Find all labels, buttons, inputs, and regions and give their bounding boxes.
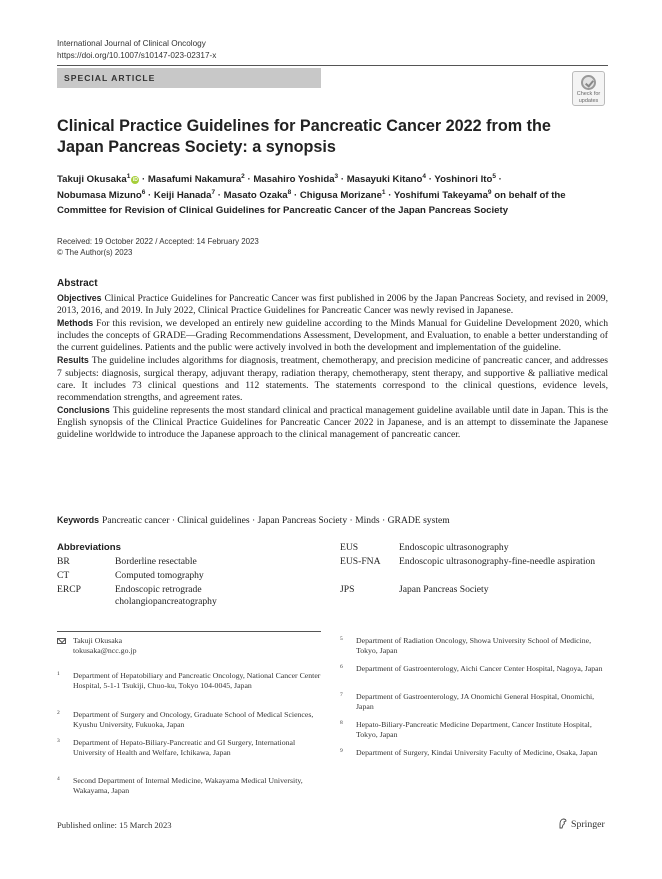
author[interactable]: Nobumasa Mizuno$^6$ [57,188,146,201]
article-type-banner [57,68,321,88]
abbreviation-row: ERCP Endoscopic retrograde cholangiopancreatography [57,584,217,608]
author[interactable]: Keiji Hanada$^7$ [153,188,216,201]
header-rule [57,65,608,66]
abstract-methods: Methods For this revision, we developed an entirely new guideline according to the Minds Manual for Guideline Development 2020, which includes the concepts of GRADE—Grading Recommendations Assessment, Development, and Evaluation, to enable a better understanding of the current guidelines. Patients and the public were actively involved in both the development and implementation of the guideline. [57,318,608,354]
affiliation: 9 Department of Surgery, Kindai University Faculty of Medicine, Osaka, Japan [340,748,598,757]
abstract-conclusions: Conclusions This guideline represents the most standard clinical and practical management guideline available until date in Japan. This is the English synopsis of the Clinical Practice Guidelines for Pancreatic Cancer 2022 in Japanese, and is an attempt to disseminate the Japanese guideline worldwide to introduce the Japanese approach to the clinical management of pancreatic cancer. [57,404,608,441]
abstract-body [57,292,608,441]
keywords-text: Pancreatic cancer · Clinical guidelines · Japan Pancreas Society · Minds · GRADE system [102,515,450,526]
abbreviations-heading: Abbreviations [57,542,121,553]
author[interactable]: Masafumi Nakamura$^2$ [147,172,245,185]
correspondence-name: Takuji Okusaka [73,636,123,645]
keywords [57,514,608,527]
author[interactable]: Masato Ozaka$^8$ [223,188,292,201]
abbreviation-row: CT Computed tomography [57,570,204,581]
abstract-results: Results The guideline includes algorithms for diagnosis, treatment, chemotherapy, and precision medicine of pancreatic cancer, and addresses 7 subjects: diagnosis, surgical therapy, adjuvant therapy, radiation therapy, chemotherapy, stent therapy, and supportive & palliative medical care. It includes 73 clinical questions and 112 statements. The statements correspond to the clinical questions, evidence levels, recommendation strengths, and agreement rates. [57,355,608,403]
abstract-heading: Abstract [57,278,98,289]
publisher-name: Springer [571,819,605,830]
publisher-logo[interactable] [558,818,605,830]
author[interactable]: Takuji Okusaka$^1$iD [57,172,138,185]
check-for-updates-badge[interactable] [572,71,605,106]
published-online: Published online: 15 March 2023 [57,820,172,830]
copyright: © The Author(s) 2023 [57,248,133,257]
article-title: Clinical Practice Guidelines for Pancreatic Cancer 2022 from the Japan Pancreas Society: a synopsis [57,117,551,156]
article-type-label: SPECIAL ARTICLE [64,73,156,83]
abstract-objectives: Objectives Clinical Practice Guidelines for Pancreatic Cancer was first published in 2006 by the Japan Pancreas Society, and revised in 2009, 2013, 2016, and 2019. In July 2022, Clinical Practice Guidelines for Pancreatic Cancer was newly revised in Japanese. [57,293,608,317]
received-accepted: Received: 19 October 2022 / Accepted: 14 February 2023 [57,237,259,246]
doi-link[interactable]: https://doi.org/10.1007/s10147-023-02317-x [57,50,217,60]
affiliation: 2 Department of Surgery and Oncology, Graduate School of Medical Sciences, Kyushu University, Fukuoka, Japan [57,710,314,730]
correspondence [57,636,321,658]
authors-suffix: on behalf of the Committee for Revision of Clinical Guidelines for Pancreatic Cancer of the Japan Pancreas Society [57,189,566,216]
affiliation: 7 Department of Gastroenterology, JA Onomichi General Hospital, Onomichi, Japan [340,692,595,712]
check-updates-icon [581,75,596,90]
author-list: Takuji Okusaka$^1$iD · Masafumi Nakamura$^2$ · Masahiro Yoshida$^3$ · Masayuki Kitano$^4$ · Yoshinori Ito$^5$ · Nobumasa Mizuno$^6$ · Keiji Hanada$^7$ · Masato Ozaka$^8$ · Chigusa Morizane$^1$ · Yoshifumi Takeyama$^9$ on behalf of the Committee for Revision of Clinical Guidelines for Pancreatic Cancer of the Japan Pancreas Society [57,172,566,216]
author[interactable]: Yoshifumi Takeyama$^9$ [393,188,492,201]
keywords-label: Keywords [57,515,100,525]
affiliation: 4 Second Department of Internal Medicine, Wakayama Medical University, Wakayama, Japan [57,776,303,796]
journal-header [57,38,216,61]
springer-horse-icon [558,818,568,829]
abbreviation-row: EUS Endoscopic ultrasonography [340,542,509,553]
footnote-rule [57,631,321,632]
affiliation: 1 Department of Hepatobiliary and Pancreatic Oncology, National Cancer Center Hospital, 5-1-1 Tsukiji, Chuo-ku, Tokyo 104-0045, Japan [57,671,321,691]
orcid-icon[interactable]: iD [132,177,138,183]
badge-line-2: updates [578,98,599,104]
author[interactable]: Masayuki Kitano$^4$ [346,172,427,185]
author[interactable]: Yoshinori Ito$^5$ [434,172,496,185]
affiliation: 3 Department of Hepato-Biliary-Pancreatic and GI Surgery, International University of Health and Welfare, Ichikawa, Japan [57,738,296,758]
author[interactable]: Masahiro Yoshida$^3$ [253,172,339,185]
affiliation: 6 Department of Gastroenterology, Aichi Cancer Center Hospital, Nagoya, Japan [340,664,603,673]
affiliation: 8 Hepato-Biliary-Pancreatic Medicine Department, Cancer Institute Hospital, Tokyo, Japan [340,720,592,740]
affiliation: 5 Department of Radiation Oncology, Showa University School of Medicine, Tokyo, Japan [340,636,592,656]
abbreviation-row: EUS-FNA Endoscopic ultrasonography-fine-needle aspiration [340,556,596,567]
abbreviation-row: BR Borderline resectable [57,556,197,567]
journal-name: International Journal of Clinical Oncology [57,39,206,48]
article-dates [57,236,259,258]
correspondence-email[interactable]: tokusaka@ncc.go.jp [73,646,137,656]
badge-line-1: Check for [576,91,601,97]
author[interactable]: Chigusa Morizane$^1$ [299,188,386,201]
abbreviation-row: JPS Japan Pancreas Society [340,584,489,595]
